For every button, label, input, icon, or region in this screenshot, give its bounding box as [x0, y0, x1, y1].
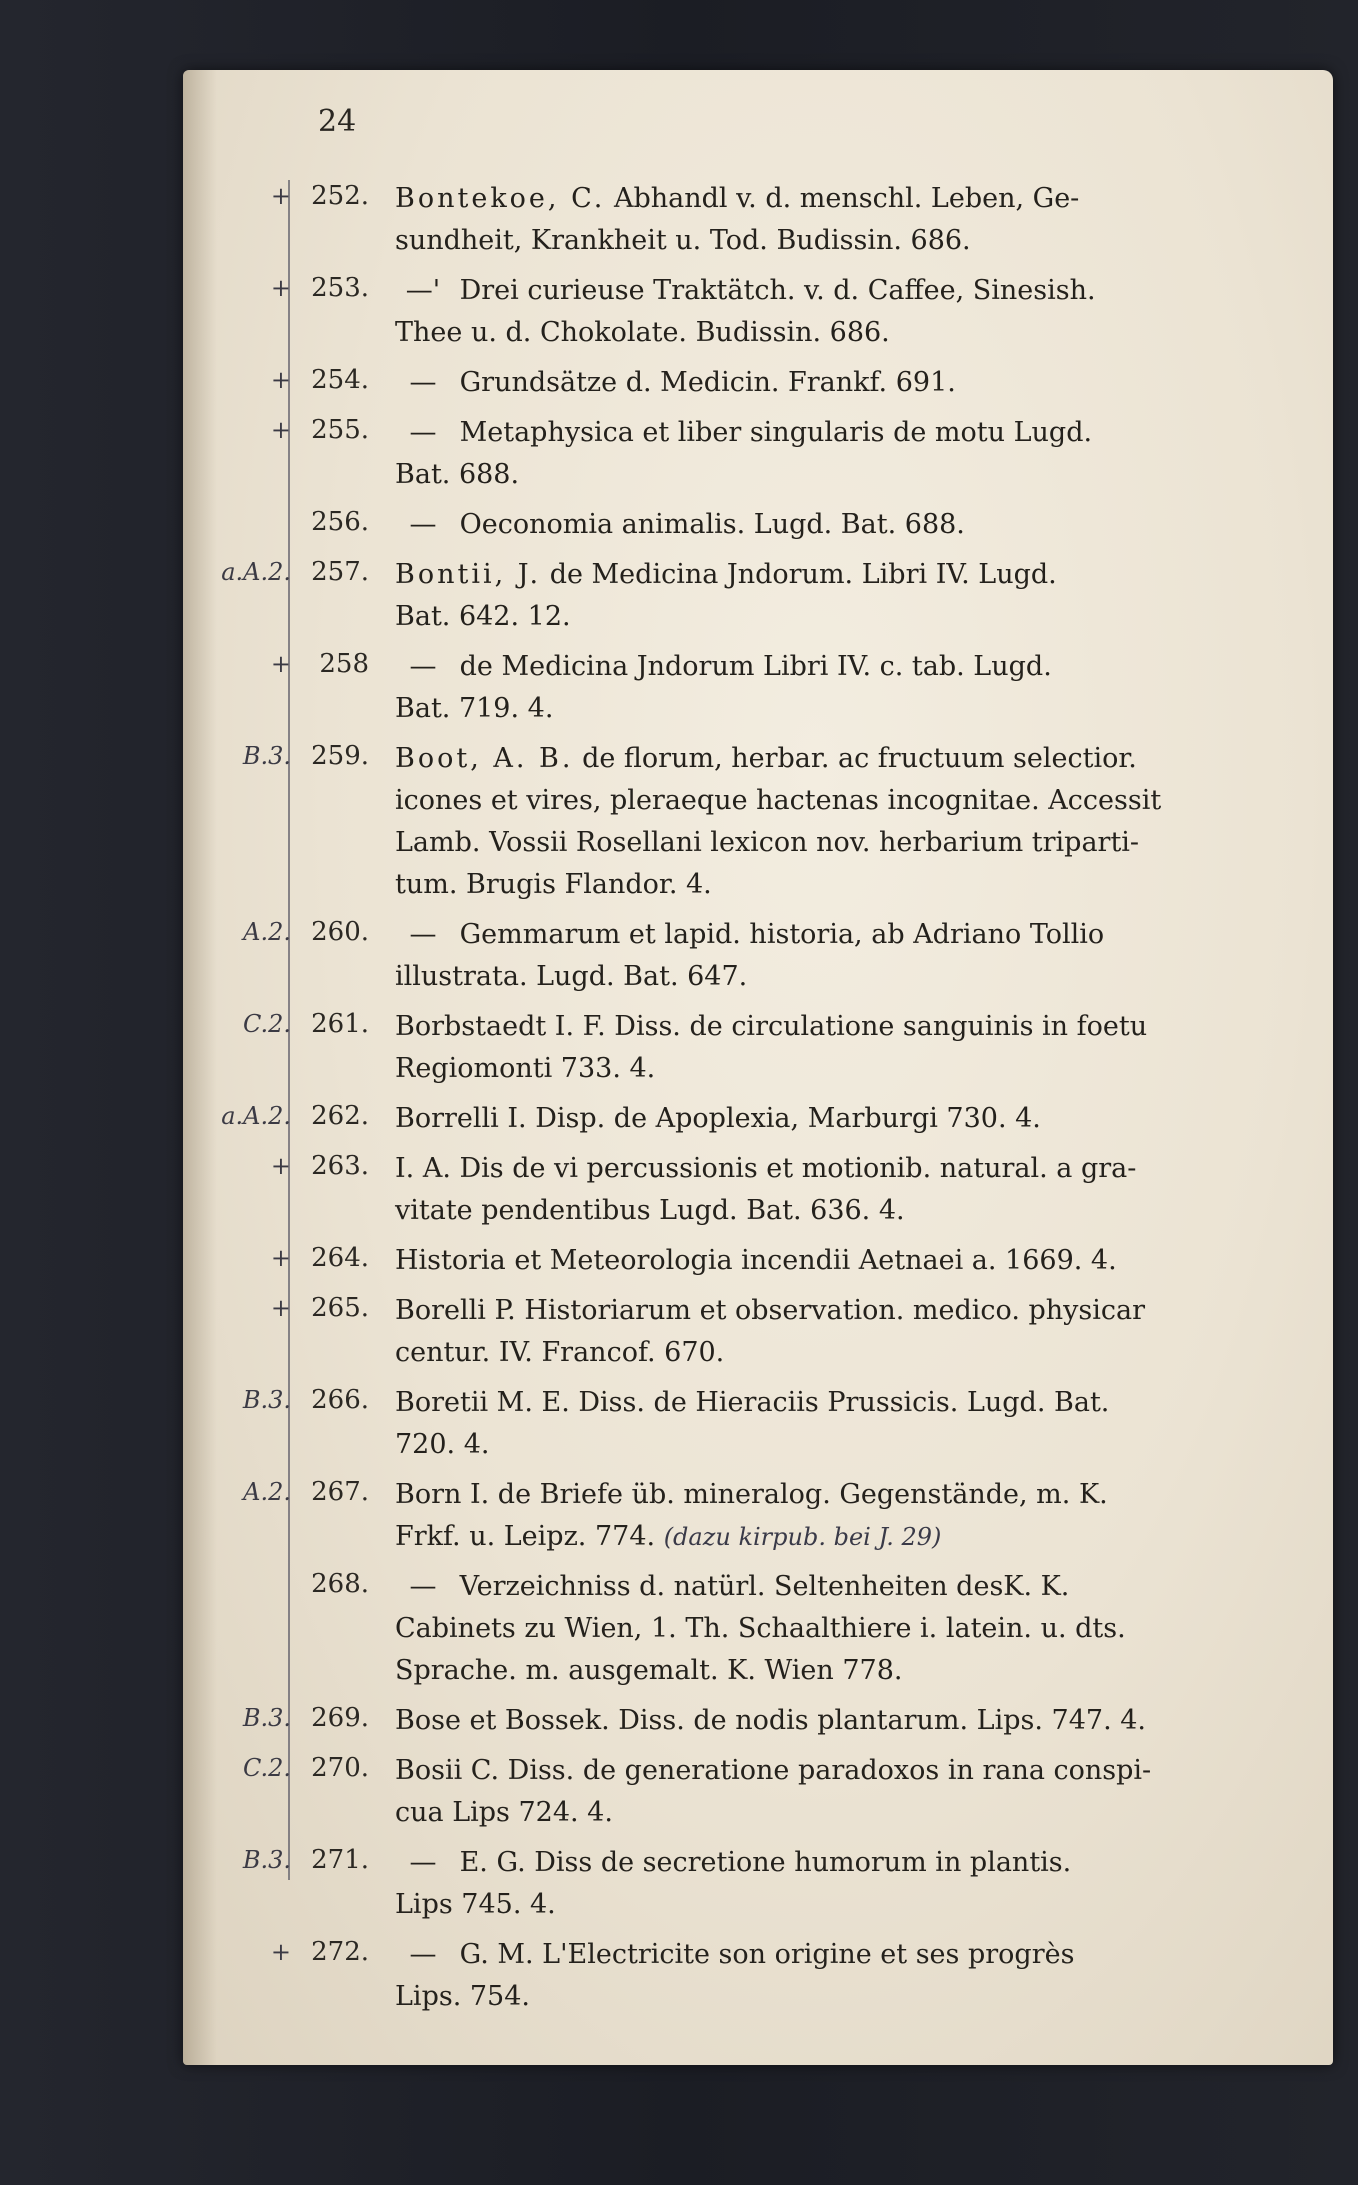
handwritten-shelf-mark: C.2. — [242, 1754, 291, 1782]
ditto-dash: — — [409, 1939, 437, 1970]
entry-author: Bontii, J. — [395, 559, 542, 590]
catalogue-entry — [183, 362, 1333, 404]
handwritten-shelf-mark: C.2. — [242, 1010, 291, 1038]
entry-line-text: tum. Brugis Flandor. 4. — [395, 869, 712, 900]
entry-line-text: Frkf. u. Leipz. 774. — [395, 1521, 656, 1552]
entry-line-text: 720. 4. — [395, 1429, 490, 1460]
handwritten-shelf-mark: B.3. — [242, 1846, 291, 1874]
entry-line — [395, 1842, 1271, 1884]
entry-line-text: Bat. 642. 12. — [395, 601, 571, 632]
entry-number: 268. — [311, 1569, 369, 1599]
handwritten-shelf-mark: + — [270, 182, 291, 210]
entry-line-text: de florum, herbar. ac fructuum selectior. — [582, 743, 1137, 774]
entry-line — [395, 1884, 1271, 1926]
handwritten-shelf-mark: A.2. — [243, 1478, 291, 1506]
entry-text — [395, 1290, 1271, 1374]
entry-text — [395, 1750, 1271, 1834]
entry-line-text: Gemmarum et lapid. historia, ab Adriano Tollio — [459, 919, 1105, 950]
entry-line-text: Lips. 754. — [395, 1981, 530, 2012]
entry-line — [395, 1608, 1271, 1650]
entry-line — [395, 362, 1271, 404]
entry-text — [395, 554, 1271, 638]
entry-line — [395, 1006, 1271, 1048]
entry-number: 261. — [311, 1009, 369, 1039]
catalogue-entry — [183, 1842, 1333, 1926]
entry-number: 272. — [311, 1937, 369, 1967]
entry-text — [395, 1240, 1271, 1282]
catalogue-entry — [183, 1148, 1333, 1232]
entry-line — [395, 178, 1271, 220]
catalogue-entry — [183, 1240, 1333, 1282]
entry-line-text: Thee u. d. Chokolate. Budissin. 686. — [395, 317, 890, 348]
entry-line-text: Borbstaedt I. F. Diss. de circulatione sanguinis in foetu — [395, 1011, 1148, 1042]
entry-line-text: Bose et Bossek. Diss. de nodis plantarum. Lips. 747. 4. — [395, 1705, 1146, 1736]
entry-line — [395, 596, 1271, 638]
entry-line-text: vitate pendentibus Lugd. Bat. 636. 4. — [395, 1195, 905, 1226]
entry-line — [395, 1566, 1271, 1608]
entry-line — [395, 1700, 1271, 1742]
entry-line-text: Cabinets zu Wien, 1. Th. Schaalthiere i. latein. u. dts. — [395, 1613, 1126, 1644]
entry-text — [395, 646, 1271, 730]
entry-number: 267. — [311, 1477, 369, 1507]
entry-text — [395, 412, 1271, 496]
catalogue-entry — [183, 1382, 1333, 1466]
entry-line — [395, 270, 1271, 312]
ditto-dash: — — [409, 1847, 437, 1878]
entry-number: 254. — [311, 365, 369, 395]
catalogue-entry — [183, 1934, 1333, 2018]
handwritten-shelf-mark: A.2. — [243, 918, 291, 946]
handwritten-shelf-mark: a.A.2. — [221, 558, 291, 586]
entry-line — [395, 220, 1271, 262]
catalogue-entry — [183, 412, 1333, 496]
entry-line-text: de Medicina Jndorum Libri IV. c. tab. Lugd. — [459, 651, 1052, 682]
handwritten-shelf-mark: + — [270, 650, 291, 678]
handwritten-shelf-mark: + — [270, 1244, 291, 1272]
handwritten-shelf-mark: + — [270, 1938, 291, 1966]
entry-line — [395, 646, 1271, 688]
catalogue-entry — [183, 270, 1333, 354]
entry-line — [395, 1382, 1271, 1424]
catalogue-entry — [183, 738, 1333, 906]
entry-line-text: Oeconomia animalis. Lugd. Bat. 688. — [459, 509, 965, 540]
ditto-dash: — — [409, 1571, 437, 1602]
entry-text — [395, 1382, 1271, 1466]
entry-text — [395, 178, 1271, 262]
entry-line-text: Metaphysica et liber singularis de motu Lugd. — [459, 417, 1093, 448]
entry-text — [395, 914, 1271, 998]
entry-line — [395, 454, 1271, 496]
entry-line-text: Sprache. m. ausgemalt. K. Wien 778. — [395, 1655, 903, 1686]
entry-number: 266. — [311, 1385, 369, 1415]
entry-line-text: cua Lips 724. 4. — [395, 1797, 613, 1828]
entry-number: 264. — [311, 1243, 369, 1273]
handwritten-shelf-mark: B.3. — [242, 1386, 291, 1414]
entry-text — [395, 1098, 1271, 1140]
entry-line-text: G. M. L'Electricite son origine et ses progrès — [459, 1939, 1075, 1970]
entry-text — [395, 504, 1271, 546]
ditto-dash: — — [409, 919, 437, 950]
entry-line-text: Lamb. Vossii Rosellani lexicon nov. herbarium triparti- — [395, 827, 1140, 858]
entry-line-text: sundheit, Krankheit u. Tod. Budissin. 686. — [395, 225, 971, 256]
entry-author: Bontekoe, C. — [395, 183, 606, 214]
entry-text — [395, 1842, 1271, 1926]
handwritten-shelf-mark: + — [270, 366, 291, 394]
entry-line — [395, 822, 1271, 864]
entry-line — [395, 1240, 1271, 1282]
entry-line-text: centur. IV. Francof. 670. — [395, 1337, 725, 1368]
entry-line — [395, 956, 1271, 998]
entry-number: 252. — [311, 181, 369, 211]
entry-line — [395, 1148, 1271, 1190]
book-page — [183, 70, 1333, 2065]
entry-number: 260. — [311, 917, 369, 947]
entry-line-text: Verzeichniss d. natürl. Seltenheiten desK. K. — [459, 1571, 1070, 1602]
ditto-dash: — — [409, 417, 437, 448]
handwritten-shelf-mark: B.3. — [242, 742, 291, 770]
entry-line-text: Drei curieuse Traktätch. v. d. Caffee, Sinesish. — [459, 275, 1096, 306]
entry-text — [395, 270, 1271, 354]
entry-line — [395, 1332, 1271, 1374]
entry-text — [395, 1934, 1271, 2018]
entry-line-text: Historia et Meteorologia incendii Aetnaei a. 1669. 4. — [395, 1245, 1117, 1276]
entry-line-text: Bosii C. Diss. de generatione paradoxos in rana conspi- — [395, 1755, 1152, 1786]
entry-line-text: Borrelli I. Disp. de Apoplexia, Marburgi 730. 4. — [395, 1103, 1041, 1134]
entry-number: 265. — [311, 1293, 369, 1323]
entry-line-text: Borelli P. Historiarum et observation. medico. physicar — [395, 1295, 1146, 1326]
ditto-dash: — — [409, 509, 437, 540]
entry-author: Boot, A. B. — [395, 743, 574, 774]
entry-line — [395, 738, 1271, 780]
entry-line — [395, 312, 1271, 354]
catalogue-entry — [183, 1290, 1333, 1374]
entry-line-text: Abhandl v. d. menschl. Leben, Ge- — [613, 183, 1080, 214]
entry-text — [395, 1006, 1271, 1090]
entry-number: 253. — [311, 273, 369, 303]
entry-line-text: Regiomonti 733. 4. — [395, 1053, 656, 1084]
entry-line — [395, 412, 1271, 454]
entry-line — [395, 1750, 1271, 1792]
entry-number: 257. — [311, 557, 369, 587]
entry-text — [395, 362, 1271, 404]
entry-line — [395, 1976, 1271, 2018]
entry-line-text: Boretii M. E. Diss. de Hieraciis Prussicis. Lugd. Bat. — [395, 1387, 1110, 1418]
entry-number: 269. — [311, 1703, 369, 1733]
ditto-dash: — — [409, 367, 437, 398]
entry-number: 271. — [311, 1845, 369, 1875]
entry-line — [395, 1098, 1271, 1140]
ditto-dash: — — [409, 651, 437, 682]
entry-text — [395, 1148, 1271, 1232]
catalogue-entry — [183, 1750, 1333, 1834]
entry-line — [395, 914, 1271, 956]
handwritten-shelf-mark: + — [270, 274, 291, 302]
entry-line — [395, 864, 1271, 906]
catalogue-entry — [183, 1006, 1333, 1090]
entry-text — [395, 738, 1271, 906]
handwritten-annotation: (dazu kirpub. bei J. 29) — [663, 1523, 942, 1551]
catalogue-entry — [183, 1474, 1333, 1558]
entry-line-text: I. A. Dis de vi percussionis et motionib. natural. a gra- — [395, 1153, 1137, 1184]
entry-text — [395, 1566, 1271, 1692]
entry-line-text: Grundsätze d. Medicin. Frankf. 691. — [459, 367, 956, 398]
ditto-dash: —' — [405, 275, 441, 306]
entry-number: 263. — [311, 1151, 369, 1181]
catalogue-entry — [183, 914, 1333, 998]
entry-text — [395, 1474, 1271, 1558]
entry-line-text: Bat. 719. 4. — [395, 693, 554, 724]
catalogue-entry — [183, 1566, 1333, 1692]
catalogue-entry — [183, 646, 1333, 730]
entry-line — [395, 780, 1271, 822]
catalogue-entries — [183, 178, 1333, 2026]
handwritten-shelf-mark: + — [270, 1294, 291, 1322]
entry-line — [395, 1190, 1271, 1232]
entry-line-text: icones et vires, pleraeque hactenas incognitae. Accessit — [395, 785, 1162, 816]
entry-line-text: Born I. de Briefe üb. mineralog. Gegenstände, m. K. — [395, 1479, 1108, 1510]
entry-number: 256. — [311, 507, 369, 537]
entry-line — [395, 1792, 1271, 1834]
catalogue-entry — [183, 504, 1333, 546]
entry-line-text: Bat. 688. — [395, 459, 520, 490]
handwritten-shelf-mark: B.3. — [242, 1704, 291, 1732]
entry-number: 270. — [311, 1753, 369, 1783]
handwritten-shelf-mark: a.A.2. — [221, 1102, 291, 1130]
entry-number: 259. — [311, 741, 369, 771]
entry-text — [395, 1700, 1271, 1742]
handwritten-shelf-mark: + — [270, 1152, 291, 1180]
entry-number: 258 — [319, 649, 369, 679]
handwritten-shelf-mark: + — [270, 416, 291, 444]
entry-line-text: E. G. Diss de secretione humorum in plantis. — [459, 1847, 1072, 1878]
entry-line — [395, 1516, 1271, 1558]
entry-line — [395, 688, 1271, 730]
entry-number: 262. — [311, 1101, 369, 1131]
catalogue-entry — [183, 554, 1333, 638]
entry-line — [395, 1934, 1271, 1976]
catalogue-entry — [183, 1700, 1333, 1742]
entry-line — [395, 1048, 1271, 1090]
entry-line — [395, 504, 1271, 546]
page-number: 24 — [318, 104, 357, 139]
entry-line — [395, 1424, 1271, 1466]
entry-line-text: de Medicina Jndorum. Libri IV. Lugd. — [549, 559, 1057, 590]
entry-number: 255. — [311, 415, 369, 445]
entry-line — [395, 1474, 1271, 1516]
entry-line — [395, 554, 1271, 596]
entry-line — [395, 1650, 1271, 1692]
entry-line-text: Lips 745. 4. — [395, 1889, 556, 1920]
entry-line-text: illustrata. Lugd. Bat. 647. — [395, 961, 748, 992]
catalogue-entry — [183, 178, 1333, 262]
catalogue-entry — [183, 1098, 1333, 1140]
entry-line — [395, 1290, 1271, 1332]
